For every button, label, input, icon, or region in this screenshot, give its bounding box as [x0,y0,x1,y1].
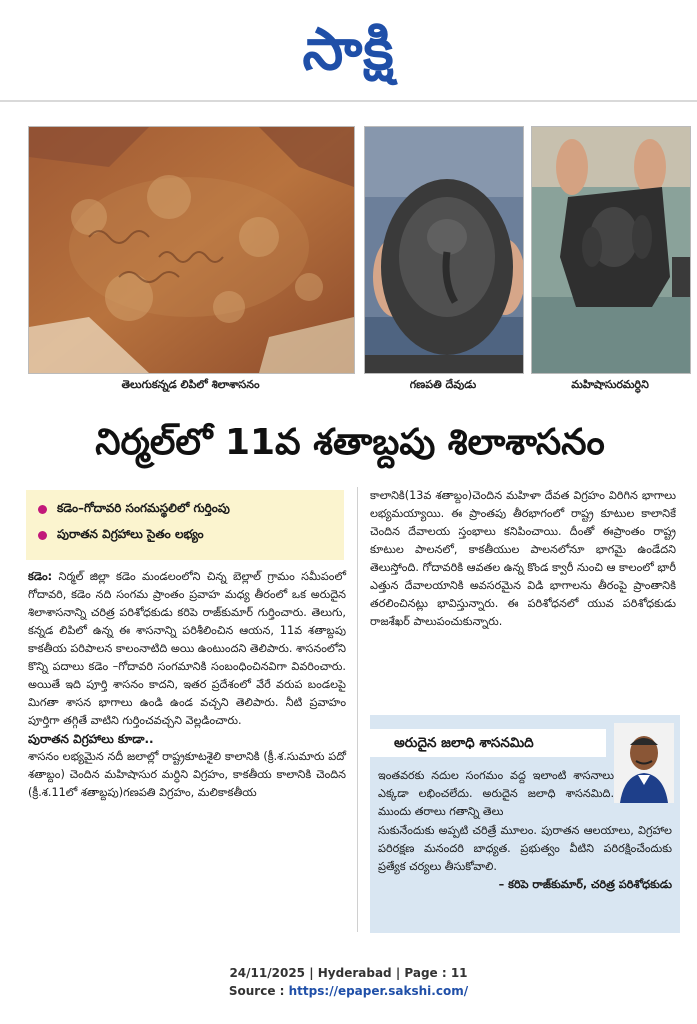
quote-box [370,715,680,933]
source-label: Source : [228,984,289,998]
footer-date-edition: 24/11/2025 | Hyderabad | Page : 11 [229,966,468,980]
quote-lines: సుకునేందుకు అప్పటి చరిత్రే మూలం. పురాతన ఆలయాలు, విగ్రహాల పరిరక్షణ మనందరి బాధ్యత. ప్రభుత్వం వీటిని పరిరక్షించేందుకు ప్రత్యేక చర్యలు తీసుకోవాలి. [378,823,672,874]
highlight-text: కడెం–గోదావరి సంగమస్థలిలో గుర్తింపు [57,500,230,515]
bullet-icon [38,531,47,540]
photo-caption-inscription: తెలుగుకన్నడ లిపిలో శిలాశాసనం [121,378,260,391]
quote-title: అరుదైన జలాధి శాసనమిది [370,729,606,757]
quote-text [378,767,672,894]
photo-caption-ganapati: గణపతి దేవుడు [409,378,477,391]
article-column-left [28,568,346,802]
page-footer [0,964,697,1000]
dateline: కడెం: [28,570,53,583]
headline: నిర్మల్‌లో 11వ శతాబ్దపు శిలాశాసనం [95,422,605,463]
quote-attribution: – కరిపె రాజ్‌కుమార్‌, చరిత్ర పరిశోధకుడు [498,878,672,892]
highlight-item [26,522,344,548]
source-link[interactable]: https://epaper.sakshi.com/ [288,984,469,998]
quote-lines: ఇంతవరకు నదుల సంగమం వద్ద ఇలాంటి శాసనాలు ఎక్కడా లభించలేదు. అరుదైన జలాధి శాసనమిది. ముందు తరాలు గతాన్ని తెలు [378,769,614,819]
highlight-item [26,496,344,522]
article-paragraph [28,568,346,730]
inscription-photo [28,126,355,374]
highlight-text: పురాతన విగ్రహాలు సైతం లభ్యం [57,526,204,541]
researcher-photo [614,723,674,803]
bullet-icon [38,505,47,514]
article-text: నిర్మల్‌ జిల్లా కడెం మండలంలోని చిన్న బెల్లాల్‌ గ్రామం సమీపంలో గోదావరి, కడెం నది సంగమ ప్రాంతం ప్రవాహ మధ్య తీరంలో ఒక అరుదైన శిలాశాసనాన్ని చరిత్ర పరిశోధకుడు కరిపె రాజ్‌కుమార్‌ గుర్తించారు. తెలుగు, కన్నడ లిపిలో ఉన్న ఈ శాసనాన్ని పరిశీలించిన ఆయన, 11వ శతాబ్దపు కాకతీయ పరిపాలన కాలంనాటిది అయి ఉంటుందని తెలిపారు. శాసనంలోని కొన్ని పదాలు కడెం –గోదావరి సంగమానికి సంబంధించినవిగా వివరించారు. అయితే ఇది పూర్తి శాసనం కాదని, ఇతర ప్రదేశంలో వేరే వరుప బండలపై మిగతా శాసన భాగాలు ఉండి ఉండ వచ్చని తెలిపారు. నీటి ప్రవాహం పూర్తిగా తగ్గితే వాటిని గుర్తించవచ్చని వెల్లడించారు. [28,570,346,727]
mahishasuramardini-photo [531,126,691,374]
article-paragraph: శాసనం లభ్యమైన నదీ జలాల్లో రాష్ట్రకూటశైలి కాలానికి (క్రీ.శ.సుమారు పదో శతాబ్దం) చెందిన మహిషాసుర మర్ధిని విగ్రహం, కాకతీయ కాలానికి చెందిన (క్రీ.శ.11లో శతాబ్దపు)గణపతి విగ్రహం, మలికాకతీయ [28,750,346,799]
column-divider [357,487,358,932]
article-column-right [370,487,676,631]
masthead-logo: సాక్షి [302,15,395,83]
ganapati-photo [364,126,524,374]
photo-caption-mahishasuramardini: మహిషాసురమర్ధిని [571,378,649,391]
article-paragraph: కాలానికి(13వ శతాబ్దం)చెందిన మహిళా దేవత విగ్రహం విరిగిన భాగాలు లభ్యమయ్యాయి. ఈ ప్రాంతపు తీరభాగంలో రాష్ట్ర కూటుల కాలానికే చెందిన దేవాలయ స్తంభాలు కనిపించాయి. దీంతో ఈప్రాంతం రాష్ట్ర కూటుల పాలనలో, కాకతీయుల పాలనలోనూ భాగమై ఉండేదని తెలుస్తోంది. గోదావరికి ఆవతల ఉన్న కొండ క్వారీ నుంచి ఆ కాలంలో భారీ ఎత్తున దేవాలయానికి అవసరమైన విడి భాగాలను తీరంపై ప్రాంతానికి తరలించినట్లు భావిస్తున్నారు. ఈ పరిశోధనలో యువ పరిశోధకుడు రాజశేఖర్‌ పాలుపంచుకున్నారు. [370,489,676,628]
highlights-box [26,490,344,560]
footer-source [0,982,697,1000]
article-subhead: పురాతన విగ్రహాలు కూడా.. [28,732,154,746]
masthead-divider [0,100,697,102]
